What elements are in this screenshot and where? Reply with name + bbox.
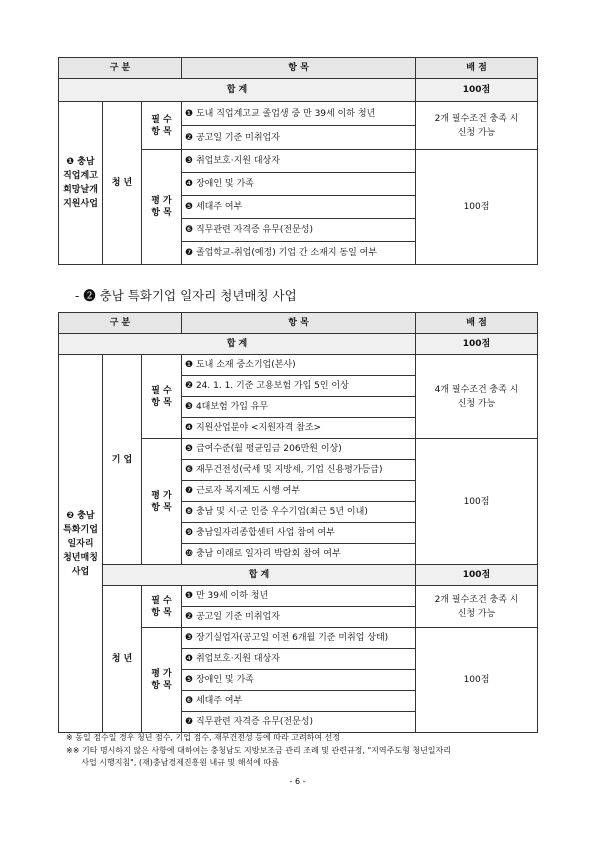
required-label: 필 수 항 목 <box>142 355 182 439</box>
header-score: 배 점 <box>416 58 538 79</box>
eval-item: ❽ 충남 및 시·군 인증 우수기업(최근 5년 이내) <box>182 502 416 523</box>
eval-item: ❾ 충남일자리종합센터 사업 참여 여부 <box>182 523 416 544</box>
required-label: 필 수 항 목 <box>142 102 182 150</box>
note-3: 사업 시행지침", (재)충남경제진흥원 내규 및 해석에 따름 <box>66 758 279 767</box>
eval-label: 평 가 항 목 <box>142 628 182 733</box>
required-item: ❶ 도내 소재 중소기업(본사) <box>182 355 416 376</box>
eval-item: ❺ 급여수준(월 평균임금 206만원 이상) <box>182 439 416 460</box>
required-item: ❷ 공고일 기준 미취업자 <box>182 607 416 628</box>
required-item: ❸ 4대보험 가입 유무 <box>182 397 416 418</box>
eval-item: ❼ 직무관련 자격증 유무(전문성) <box>182 712 416 733</box>
required-item: ❶ 만 39세 이하 청년 <box>182 586 416 607</box>
required-item: ❶ 도내 직업계고교 졸업생 중 만 39세 이하 청년 <box>182 102 416 126</box>
required-score: 2개 필수조건 충족 시 신청 가능 <box>416 586 538 628</box>
group-youth: 청 년 <box>103 586 142 733</box>
header-item: 항 목 <box>182 58 416 79</box>
total-label: 합 계 <box>59 334 416 355</box>
program-name: ❷ 충남 특화기업 일자리 청년매칭 사업 <box>59 355 103 733</box>
section-title: - ❷ 충남 특화기업 일자리 청년매칭 사업 <box>75 288 297 303</box>
eval-item: ❼ 근로자 복지제도 시행 여부 <box>182 481 416 502</box>
subtotal-score: 100점 <box>416 565 538 586</box>
note-1: ※ 동일 점수일 경우 청년 점수, 기업 점수, 재무건전성 등에 따라 고려하여 선정 <box>66 733 341 742</box>
group-company: 기 업 <box>103 355 142 565</box>
page-number: - 6 - <box>289 777 306 786</box>
table-1 <box>58 57 538 265</box>
required-item: ❷ 공고일 기준 미취업자 <box>182 126 416 150</box>
eval-item: ❼ 졸업학교-취업(예정) 기업 간 소재지 동일 여부 <box>182 242 416 265</box>
eval-score: 100점 <box>416 150 538 265</box>
program-name: ❶ 충남 직업계고 희망날개 지원사업 <box>59 102 103 265</box>
required-item: ❷ 24. 1. 1. 기준 고용보험 가입 5인 이상 <box>182 376 416 397</box>
group-youth: 청 년 <box>103 102 142 265</box>
total-label: 합 계 <box>59 79 416 102</box>
eval-item: ❻ 세대주 여부 <box>182 691 416 712</box>
required-label: 필 수 항 목 <box>142 586 182 628</box>
required-item: ❹ 지원산업분야 <지원자격 참조> <box>182 418 416 439</box>
required-score: 4개 필수조건 충족 시 신청 가능 <box>416 355 538 439</box>
total-score: 100점 <box>416 334 538 355</box>
eval-label: 평 가 항 목 <box>142 439 182 565</box>
eval-item: ❻ 재무건전성(국세 및 지방세, 기업 신용평가등급) <box>182 460 416 481</box>
eval-item: ❺ 세대주 여부 <box>182 196 416 219</box>
eval-score: 100점 <box>416 628 538 733</box>
eval-item: ❿ 충남 이래로 일자리 박람회 참여 여부 <box>182 544 416 565</box>
note-2: ※※ 기타 명시하지 않은 사항에 대하여는 충청남도 지방보조금 관리 조례 및 관련규정, "지역주도형 청년일자리 <box>66 746 451 755</box>
eval-item: ❺ 장애인 및 가족 <box>182 670 416 691</box>
header-item: 항 목 <box>182 313 416 334</box>
table-2 <box>58 312 538 733</box>
header-category: 구 분 <box>59 313 182 334</box>
eval-label: 평 가 항 목 <box>142 150 182 265</box>
required-score: 2개 필수조건 충족 시 신청 가능 <box>416 102 538 150</box>
header-score: 배 점 <box>416 313 538 334</box>
eval-item: ❹ 장애인 및 가족 <box>182 173 416 196</box>
header-category: 구 분 <box>59 58 182 79</box>
eval-item: ❻ 직무관련 자격증 유무(전문성) <box>182 219 416 242</box>
eval-item: ❸ 장기실업자(공고일 이전 6개월 기준 미취업 상태) <box>182 628 416 649</box>
eval-item: ❹ 취업보호·지원 대상자 <box>182 649 416 670</box>
total-score: 100점 <box>416 79 538 102</box>
subtotal-label: 합 계 <box>103 565 416 586</box>
eval-score: 100점 <box>416 439 538 565</box>
eval-item: ❸ 취업보호·지원 대상자 <box>182 150 416 173</box>
